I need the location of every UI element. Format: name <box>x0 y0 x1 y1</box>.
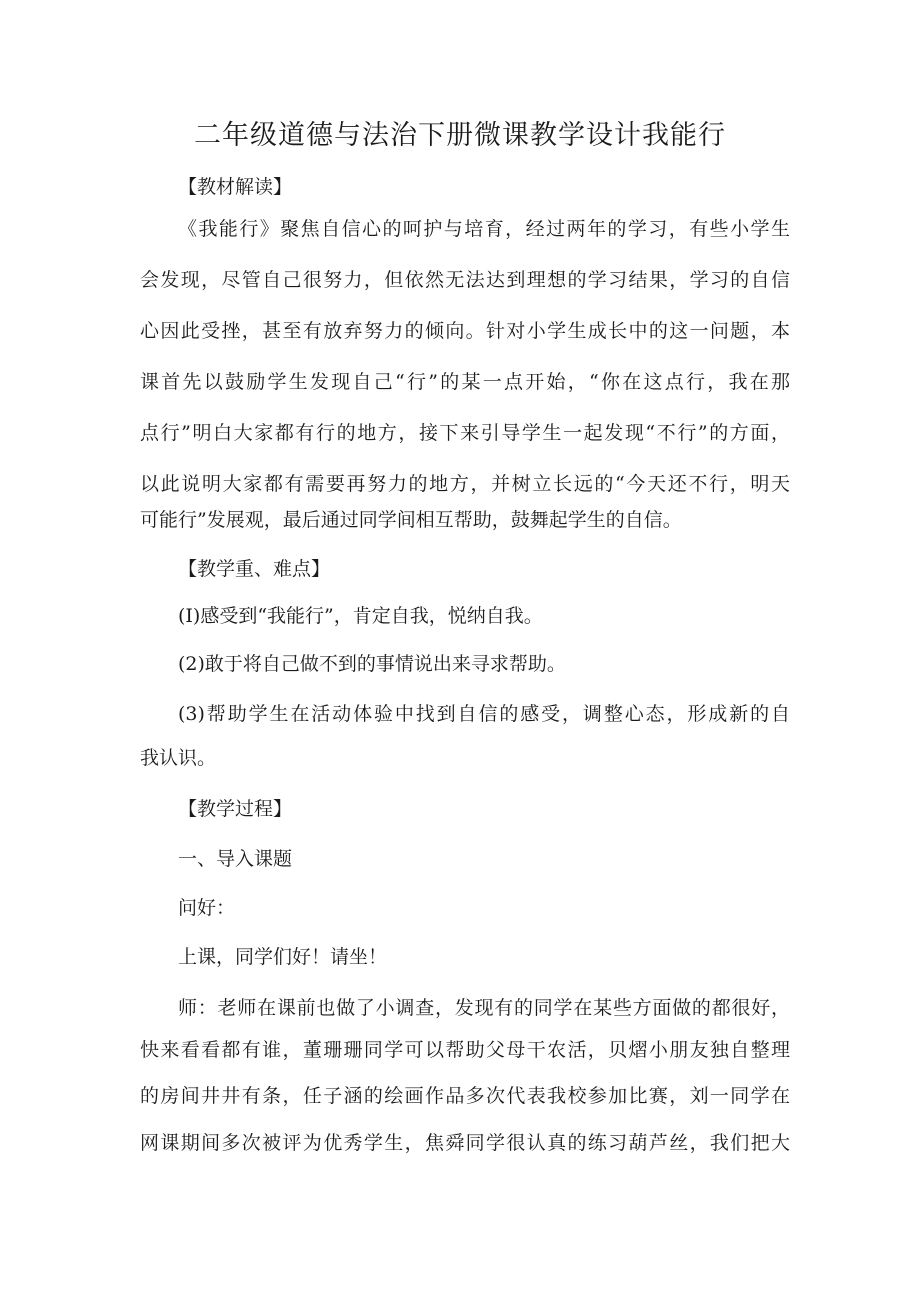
paragraph-line: 网课期间多次被评为优秀学生，焦舜同学很认真的练习葫芦丝，我们把大 <box>140 1132 790 1154</box>
text-line: 上课，同学们好！请坐！ <box>178 946 388 968</box>
key-point-item: (I)感受到“我能行”，肯定自我，悦纳自我。 <box>178 605 543 627</box>
paragraph-line: 可能行”发展观，最后通过同学间相互帮助，鼓舞起学生的自信。 <box>140 509 682 531</box>
key-point-item: (2)敢于将自己做不到的事情说出来寻求帮助。 <box>178 653 566 675</box>
paragraph-line: 师：老师在课前也做了小调查，发现有的同学在某些方面做的都很好， <box>178 997 790 1019</box>
paragraph-line: 以此说明大家都有需要再努力的地方，并树立长远的“今天还不行，明天 <box>140 473 790 495</box>
text-line: 问好： <box>178 897 236 919</box>
paragraph-line: 点行”明白大家都有行的地方，接下来引导学生一起发现“不行”的方面， <box>140 422 790 444</box>
page-title: 二年级道德与法治下册微课教学设计我能行 <box>194 120 726 151</box>
key-point-item-continued: 我认识。 <box>140 747 217 769</box>
paragraph-line: 的房间井井有条，任子涵的绘画作品多次代表我校参加比赛，刘一同学在 <box>140 1085 790 1107</box>
section-heading-key-points: 【教学重、难点】 <box>178 558 331 580</box>
paragraph-line: 课首先以鼓励学生发现自己“行”的某一点开始，“你在这点行，我在那 <box>140 371 790 393</box>
subsection-heading: 一、导入课题 <box>178 848 293 870</box>
section-heading-textbook: 【教材解读】 <box>178 176 293 198</box>
paragraph-line: 会发现，尽管自己很努力，但依然无法达到理想的学习结果，学习的自信 <box>140 269 790 291</box>
paragraph-line: 快来看看都有谁，董珊珊同学可以帮助父母干农活，贝熠小朋友独自整理 <box>140 1039 790 1061</box>
key-point-item: (3)帮助学生在活动体验中找到自信的感受，调整心态，形成新的自 <box>178 703 790 725</box>
section-heading-process: 【教学过程】 <box>178 798 293 820</box>
paragraph-line: 《我能行》聚焦自信心的呵护与培育，经过两年的学习，有些小学生 <box>178 218 790 240</box>
paragraph-line: 心因此受挫，甚至有放弃努力的倾向。针对小学生成长中的这一问题，本 <box>140 320 790 342</box>
